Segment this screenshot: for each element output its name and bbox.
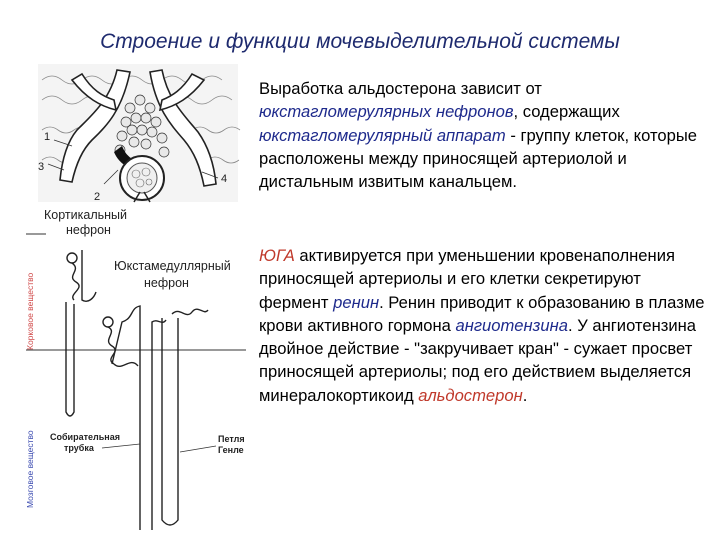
callout-2: 2 xyxy=(94,191,101,203)
p2-text-2: активируется при уменьшении кровенаполнения приносящей артериолы и его клетки секретируют фермент xyxy=(259,246,675,312)
cortical-nephron-label-2: нефрон xyxy=(66,223,111,237)
term-juxtaglomerular-apparatus: юкстагломерулярный аппарат xyxy=(259,125,506,145)
henle-loop-label-1: Петля xyxy=(218,434,245,444)
medulla-side-label: Мозговое вещество xyxy=(25,430,35,508)
paragraph-aldosterone xyxy=(259,77,709,193)
cortex-side-label: Корковое вещество xyxy=(25,272,35,350)
cortical-nephron-tubule xyxy=(66,250,96,416)
p1-text-3: , содержащих xyxy=(513,102,620,122)
term-angiotensin: ангиотензина xyxy=(455,315,568,335)
p1-text-1: Выработка альдостерона зависит от xyxy=(259,79,542,98)
juxtamedullary-nephron-tubule xyxy=(103,306,208,530)
term-yuga: ЮГА xyxy=(259,246,295,265)
term-renin: ренин xyxy=(333,292,380,312)
juxtamedullary-nephron-label-1: Юкстамедуллярный xyxy=(114,259,231,273)
term-aldosterone: альдостерон xyxy=(418,385,523,405)
p2-text-6: . У ангиотензина двойное действие - "закручивает кран" - сужает просвет приносящей артериолы; под его действием выделяется минералокортикоид xyxy=(259,315,697,405)
cortical-nephron-label-1: Кортикальный xyxy=(44,208,127,222)
term-juxtaglomerular-nephrons: юкстагломерулярных нефронов xyxy=(259,102,514,122)
p2-text-4: . Ренин приводит к образованию в плазме крови активного гормона xyxy=(259,292,705,335)
callout-1: 1 xyxy=(44,131,51,143)
juxtamedullary-nephron-label-2: нефрон xyxy=(144,276,189,290)
collecting-duct-label-2: трубка xyxy=(64,443,94,453)
callout-3: 3 xyxy=(38,161,45,173)
nephron-diagram xyxy=(22,60,262,530)
henle-loop-label-2: Генле xyxy=(218,445,244,455)
p1-text-5: - группу клеток, которые расположены между приносящей артериолой и дистальным извитым канальцем. xyxy=(259,125,698,192)
slide-title: Строение и функции мочевыделительной системы xyxy=(100,30,620,53)
paragraph-yuga xyxy=(259,244,709,407)
collecting-duct-label-1: Собирательная xyxy=(50,432,120,442)
p2-text-8: . xyxy=(522,385,528,405)
callout-4: 4 xyxy=(221,173,228,185)
glomerulus-illustration xyxy=(38,64,240,202)
